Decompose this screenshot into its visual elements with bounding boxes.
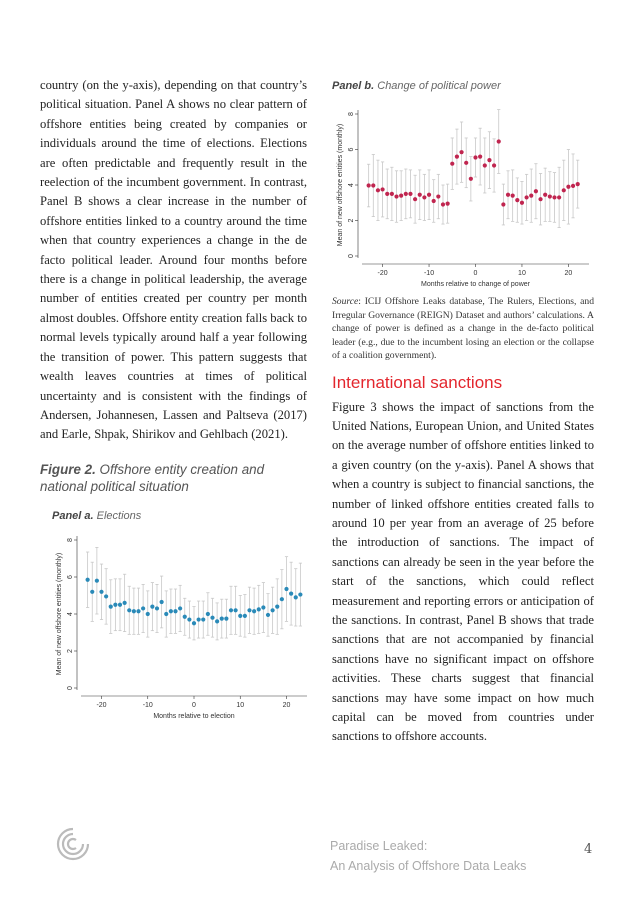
data-point	[571, 184, 575, 188]
data-point	[376, 188, 380, 192]
data-point	[469, 177, 473, 181]
data-point	[436, 194, 440, 198]
x-tick-label: 20	[282, 701, 291, 709]
y-tick-label: 0	[67, 685, 74, 690]
data-point	[109, 604, 113, 608]
data-point	[206, 612, 210, 616]
chart-elections	[50, 527, 315, 719]
x-tick-label: -20	[377, 270, 388, 277]
data-point	[298, 592, 302, 596]
data-point	[86, 577, 90, 581]
data-point	[252, 609, 256, 613]
data-point	[238, 613, 242, 617]
data-point	[294, 595, 298, 599]
data-point	[487, 158, 491, 162]
body-paragraph-right: Figure 3 shows the impact of sanctions from the United Nations, European Union, and United States on the average number of offshore entities linked to a given country (on the y-axis). Panel A shows that when a country is subject to financial sanctions, the number of linked offshore entities created falls to around 10 per year from an average of 25 before the introduction of sanctions. The impact of sanctions can already be seen in the year before the start of the sanctions, which could reflect measurement and reporting errors or anticipation of the sanctions. In contrast, Panel B shows that trade sanctions that are not accompanied by financial sanctions have no significant impact on offshore activities. These charts suggest that financial sanctions may have some impact on how much capital can be moved from countries under sanctions to offshore accounts.	[332, 399, 594, 744]
data-point	[197, 617, 201, 621]
figure-label: Figure 2.	[40, 461, 96, 477]
data-point	[413, 197, 417, 201]
data-point	[520, 201, 524, 205]
y-tick-label: 2	[67, 648, 74, 653]
x-axis-label: Months relative to election	[153, 712, 235, 719]
data-point	[422, 195, 426, 199]
y-tick-label: 0	[348, 254, 355, 258]
source-text: : ICIJ Offshore Leaks database, The Rulers, Elections, and Irregular Governance (REIGN) Dataset and authors’ calculations. A change of power is defined as a change in the de-facto political leader (e.g., due to the incumbent losing an election or the collapse of a coalition government).	[332, 296, 594, 361]
data-point	[215, 619, 219, 623]
x-tick-label: -10	[142, 701, 153, 709]
publisher-logo-icon	[55, 826, 91, 862]
data-point	[455, 155, 459, 159]
chart-change-of-power	[330, 98, 594, 288]
data-point	[473, 155, 477, 159]
panel-a-caption	[52, 509, 310, 523]
data-point	[271, 608, 275, 612]
figure-title: Offshore entity creation and national political situation	[40, 461, 265, 494]
data-point	[385, 192, 389, 196]
data-point	[459, 150, 463, 154]
data-point	[90, 589, 94, 593]
y-tick-label: 8	[348, 112, 355, 116]
data-point	[164, 612, 168, 616]
data-point	[257, 607, 261, 611]
x-tick-label: -20	[96, 701, 107, 709]
data-point	[464, 161, 468, 165]
data-point	[511, 194, 515, 198]
data-point	[576, 182, 580, 186]
data-point	[399, 194, 403, 198]
x-tick-label: 0	[473, 270, 478, 277]
data-point	[562, 188, 566, 192]
data-point	[224, 616, 228, 620]
data-point	[506, 193, 510, 197]
data-point	[371, 183, 375, 187]
panel-b-caption	[332, 79, 594, 93]
data-point	[160, 600, 164, 604]
data-point	[243, 613, 247, 617]
footer-line-2: An Analysis of Offshore Data Leaks	[330, 859, 527, 873]
body-paragraph-left: country (on the y-axis), depending on that country’s political situation. Panel A shows no clear pattern of offshore entities being created by companies or individuals around the time of elections. Elections are often predictable and frequently result in the reelection of the incumbent government. In contrast, Panel B shows a clear increase in the number of offshore entities linked to a country around the time when that country experiences a change in the de facto political leader. Around four months before there is a change in political leadership, the average number of entities created per country per month almost doubles. Offshore entity creation falls back to normal levels typically around half a year following the transition of power. This pattern suggests that wealth leaves countries at times of political uncertainty and is consistent with the findings of Andersen, Johannesen, Lassen and Paltseva (2017) and Earle, Shpak, Shirikov and Gehlbach (2021).	[40, 78, 307, 442]
data-point	[390, 192, 394, 196]
section-heading: International sanctions	[332, 372, 503, 392]
data-point	[173, 609, 177, 613]
data-point	[155, 606, 159, 610]
data-point	[380, 187, 384, 191]
data-point	[183, 614, 187, 618]
data-point	[538, 197, 542, 201]
data-point	[394, 194, 398, 198]
y-tick-label: 8	[67, 537, 74, 542]
figure-source-note	[332, 295, 594, 363]
data-point	[146, 612, 150, 616]
data-point	[136, 609, 140, 613]
data-point	[95, 578, 99, 582]
footer-line-1: Paradise Leaked:	[330, 839, 428, 853]
data-point	[427, 193, 431, 197]
data-point	[557, 195, 561, 199]
footer-title	[330, 836, 526, 876]
data-point	[123, 601, 127, 605]
panel-a-title: Elections	[96, 509, 142, 522]
data-point	[132, 609, 136, 613]
data-point	[529, 194, 533, 198]
data-point	[543, 193, 547, 197]
y-tick-label: 2	[348, 218, 355, 223]
y-axis-label: Mean of new offshore entities (monthly)	[56, 552, 63, 675]
data-point	[408, 192, 412, 196]
data-point	[104, 594, 108, 598]
data-point	[446, 202, 450, 206]
data-point	[450, 162, 454, 166]
data-point	[441, 202, 445, 206]
data-point	[367, 183, 371, 187]
data-point	[497, 139, 501, 143]
right-column	[332, 79, 594, 747]
data-point	[515, 198, 519, 202]
data-point	[234, 608, 238, 612]
y-tick-label: 4	[67, 611, 74, 616]
panel-b-title: Change of political power	[377, 80, 501, 92]
source-label: Source	[332, 296, 359, 307]
y-tick-label: 4	[348, 183, 355, 187]
data-point	[201, 617, 205, 621]
y-tick-label: 6	[348, 147, 355, 152]
x-tick-label: 10	[518, 270, 526, 277]
left-column	[40, 76, 310, 719]
data-point	[566, 185, 570, 189]
figure-caption	[40, 461, 310, 495]
x-tick-label: 10	[236, 701, 245, 709]
panel-a-label: Panel a.	[52, 509, 94, 522]
data-point	[141, 606, 145, 610]
data-point	[113, 602, 117, 606]
data-point	[99, 589, 103, 593]
data-point	[275, 604, 279, 608]
data-point	[418, 193, 422, 197]
x-tick-label: 20	[564, 270, 573, 277]
data-point	[118, 602, 122, 606]
data-point	[229, 608, 233, 612]
data-point	[534, 189, 538, 193]
data-point	[552, 195, 556, 199]
data-point	[169, 609, 173, 613]
data-point	[220, 616, 224, 620]
data-point	[187, 617, 191, 621]
x-axis-label: Months relative to change of power	[421, 281, 530, 288]
page-number: 4	[584, 842, 593, 857]
data-point	[247, 608, 251, 612]
data-point	[261, 605, 265, 609]
y-tick-label: 6	[67, 574, 74, 579]
data-point	[483, 163, 487, 167]
data-point	[548, 194, 552, 198]
y-axis-label: Mean of new offshore entities (monthly)	[337, 123, 344, 247]
data-point	[192, 621, 196, 625]
data-point	[266, 613, 270, 617]
data-point	[280, 597, 284, 601]
data-point	[404, 192, 408, 196]
data-point	[284, 587, 288, 591]
x-tick-label: 0	[192, 701, 196, 709]
data-point	[289, 591, 293, 595]
data-point	[150, 604, 154, 608]
data-point	[178, 606, 182, 610]
data-point	[432, 199, 436, 203]
data-point	[210, 615, 214, 619]
panel-b-label: Panel b.	[332, 80, 375, 92]
data-point	[525, 195, 529, 199]
data-point	[492, 163, 496, 167]
data-point	[478, 155, 482, 159]
x-tick-label: -10	[423, 270, 435, 277]
data-point	[501, 202, 505, 206]
data-point	[127, 608, 131, 612]
